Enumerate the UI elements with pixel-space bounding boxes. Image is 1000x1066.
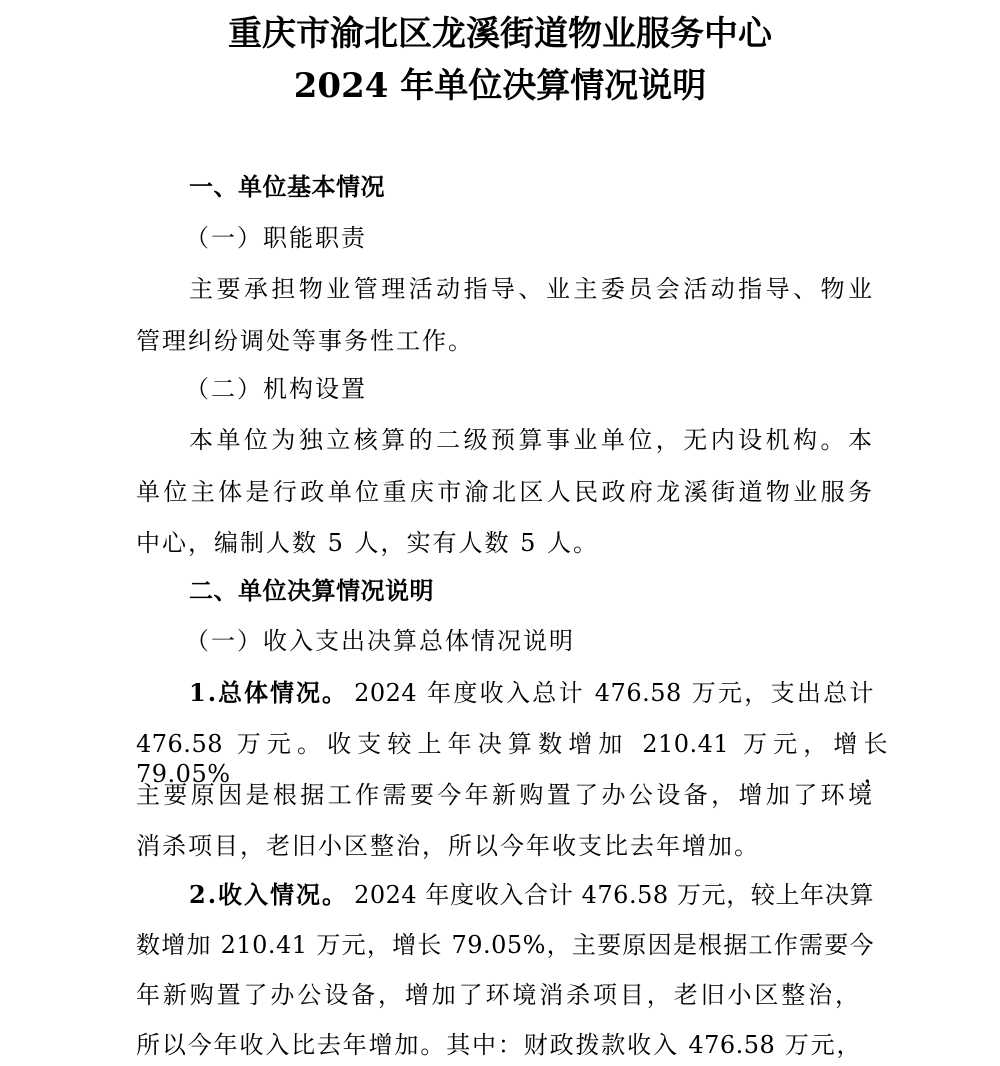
section1-heading: 一、单位基本情况 [189, 172, 385, 201]
para2-line2: 数增加 210.41 万元，增长 79.05%，主要原因是根据工作需要今 [136, 931, 874, 959]
para2-lead: 2.收入情况。 [189, 880, 349, 909]
para1-lead: 1.总体情况。 [189, 678, 349, 707]
section1-sub2-line3: 中心，编制人数 5 人，实有人数 5 人。 [136, 529, 600, 557]
para1-line2: 476.58 万元。收支较上年决算数增加 210.41 万元，增长 79.05%， [136, 730, 888, 788]
section2-heading: 二、单位决算情况说明 [189, 576, 434, 605]
section1-sub2-line1: 本单位为独立核算的二级预算事业单位，无内设机构。本 [189, 426, 874, 454]
para2-line3: 年新购置了办公设备，增加了环境消杀项目，老旧小区整治， [136, 981, 861, 1009]
para1-line4: 消杀项目，老旧小区整治，所以今年收支比去年增加。 [136, 832, 760, 860]
section1-sub2-line2: 单位主体是行政单位重庆市渝北区人民政府龙溪街道物业服务 [136, 478, 874, 506]
document-title-line2: 2024 年单位决算情况说明 [293, 66, 707, 106]
para1-line3: 主要原因是根据工作需要今年新购置了办公设备，增加了环境 [136, 781, 874, 809]
section1-sub1-line1: 主要承担物业管理活动指导、业主委员会活动指导、物业 [189, 275, 874, 303]
section2-sub1-heading: （一）收入支出决算总体情况说明 [185, 627, 575, 655]
para2-line4: 所以今年收入比去年增加。其中：财政拨款收入 476.58 万元， [136, 1031, 861, 1059]
section1-sub1-line2: 管理纠纷调处等事务性工作。 [136, 327, 474, 355]
section1-sub2-heading: （二）机构设置 [185, 375, 367, 403]
document-title-line1: 重庆市渝北区龙溪街道物业服务中心 [228, 14, 772, 54]
para1-line1-rest: 2024 年度收入总计 476.58 万元，支出总计 [354, 679, 874, 707]
para2-line1-rest: 2024 年度收入合计 476.58 万元，较上年决算 [354, 881, 874, 909]
para2-line1 [189, 880, 874, 910]
para1-line1 [189, 678, 874, 708]
section1-sub1-heading: （一）职能职责 [185, 224, 367, 252]
